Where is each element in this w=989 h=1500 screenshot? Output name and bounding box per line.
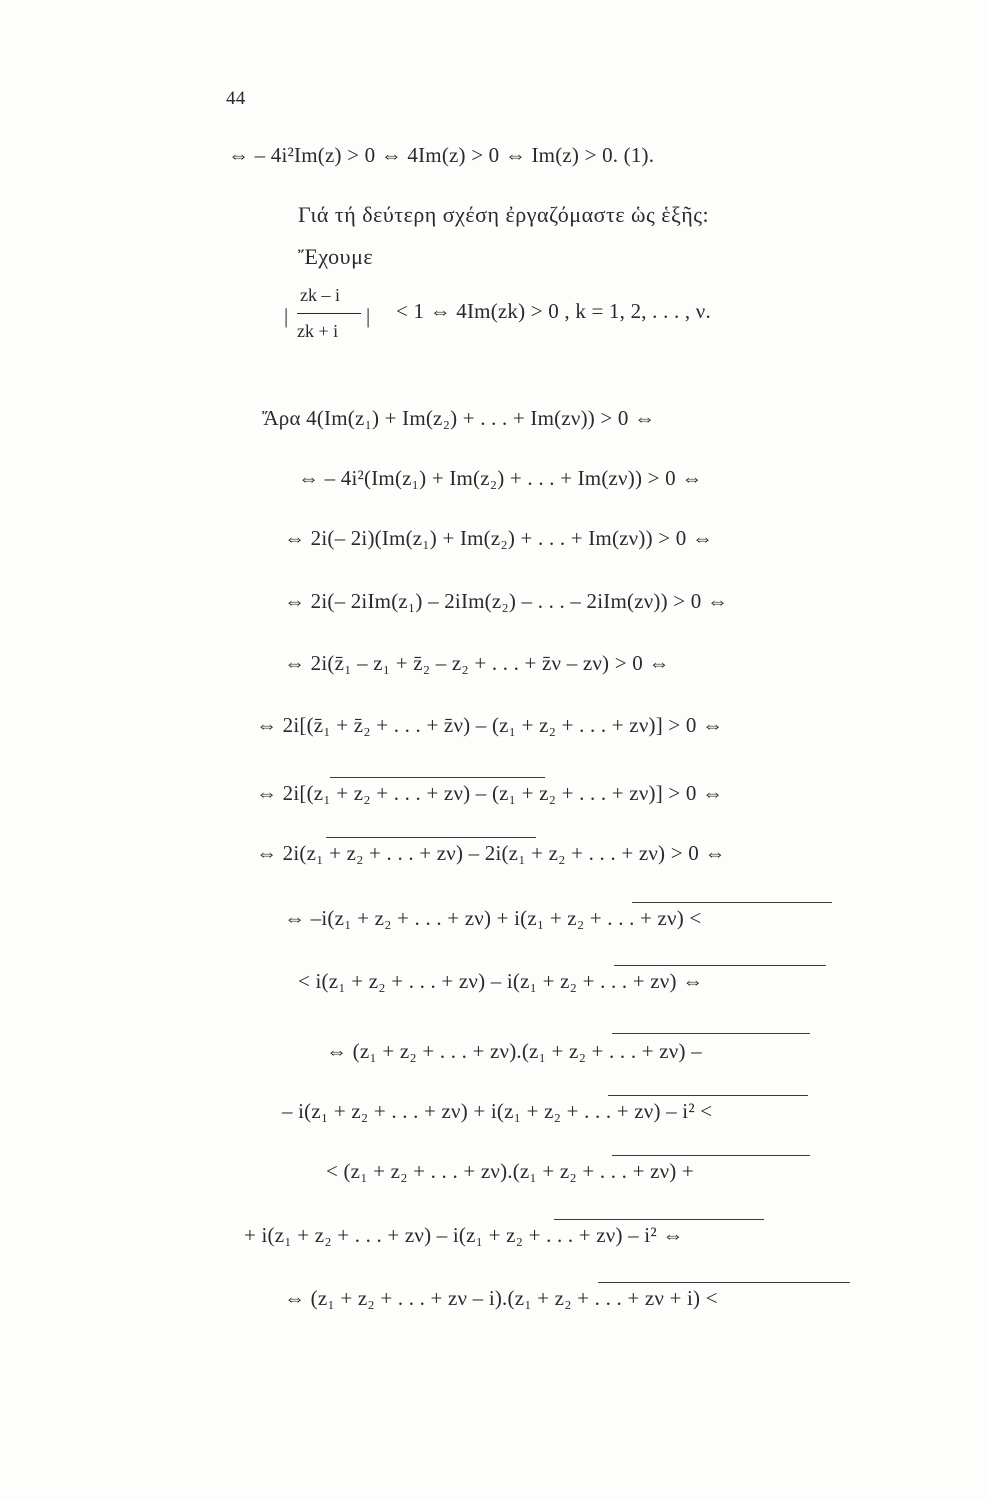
abs-bar-left: | <box>284 304 289 328</box>
conjugate-overline <box>614 965 826 966</box>
equation-line-7: ⇔ 2i(– 2i)(Im(z₁) + Im(z₂) + . . . + Im(zν)) > 0 ⇔ <box>284 526 714 550</box>
equation-line-5: Ἄρα 4(Im(z₁) + Im(z₂) + . . . + Im(zν)) > 0 ⇔ <box>262 406 656 430</box>
conjugate-overline <box>612 1155 810 1156</box>
equation-line-8: ⇔ 2i(– 2iIm(z₁) – 2iIm(z₂) – . . . – 2iIm(zν)) > 0 ⇔ <box>284 589 729 613</box>
equation-line-13: ⇔ –i(z₁ + z₂ + . . . + zν) + i(z₁ + z₂ + . . . + zν) < <box>284 906 702 930</box>
conjugate-overline <box>330 777 545 778</box>
conjugate-overline <box>612 1033 810 1034</box>
equation-line-12: ⇔ 2i(z₁ + z₂ + . . . + zν) – 2i(z₁ + z₂ + . . . + zν) > 0 ⇔ <box>256 841 726 865</box>
conjugate-overline <box>326 837 536 838</box>
fraction-bar <box>297 313 361 314</box>
text-line-intro: Γιά τή δεύτερη σχέση ἐργαζόμαστε ὡς ἑξῆς: <box>298 202 710 227</box>
equation-line-18: + i(z₁ + z₂ + . . . + zν) – i(z₁ + z₂ + . . . + zν) – i² ⇔ <box>244 1223 684 1247</box>
fraction-denominator: zk + i <box>297 321 339 341</box>
equation-line-19: ⇔ (z₁ + z₂ + . . . + zν – i).(z₁ + z₂ + . . . + zν + i) < <box>284 1286 718 1310</box>
conjugate-overline <box>598 1282 850 1283</box>
equation-line-1: ⇔ – 4i²Im(z) > 0 ⇔ 4Im(z) > 0 ⇔ Im(z) > 0. (1). <box>228 143 655 167</box>
equation-line-17: < (z₁ + z₂ + . . . + zν).(z₁ + z₂ + . . . + zν) + <box>326 1159 694 1183</box>
equation-line-15: ⇔ (z₁ + z₂ + . . . + zν).(z₁ + z₂ + . . . + zν) – <box>326 1039 702 1063</box>
page-number: 44 <box>226 88 246 109</box>
equation-line-4-rest: < 1 ⇔ 4Im(zk) > 0 , k = 1, 2, . . . , ν. <box>396 299 711 323</box>
equation-line-11: ⇔ 2i[(z₁ + z₂ + . . . + zν) – (z₁ + z₂ + . . . + zν)] > 0 ⇔ <box>256 781 724 805</box>
equation-line-14: < i(z₁ + z₂ + . . . + zν) – i(z₁ + z₂ + . . . + zν) ⇔ <box>298 969 704 993</box>
fraction-numerator: zk – i <box>300 285 340 305</box>
equation-line-9: ⇔ 2i(z̄₁ – z₁ + z̄₂ – z₂ + . . . + z̄ν – zν) > 0 ⇔ <box>284 651 670 675</box>
conjugate-overline <box>632 902 832 903</box>
conjugate-overline <box>554 1219 764 1220</box>
conjugate-overline <box>608 1095 808 1096</box>
equation-line-16: – i(z₁ + z₂ + . . . + zν) + i(z₁ + z₂ + . . . + zν) – i² < <box>282 1099 713 1123</box>
text-line-we-have: Ἔχουμε <box>298 244 374 269</box>
equation-line-10: ⇔ 2i[(z̄₁ + z̄₂ + . . . + z̄ν) – (z₁ + z₂ + . . . + zν)] > 0 ⇔ <box>256 713 724 737</box>
equation-line-6: ⇔ – 4i²(Im(z₁) + Im(z₂) + . . . + Im(zν)) > 0 ⇔ <box>298 466 703 490</box>
abs-bar-right: | <box>366 304 371 328</box>
